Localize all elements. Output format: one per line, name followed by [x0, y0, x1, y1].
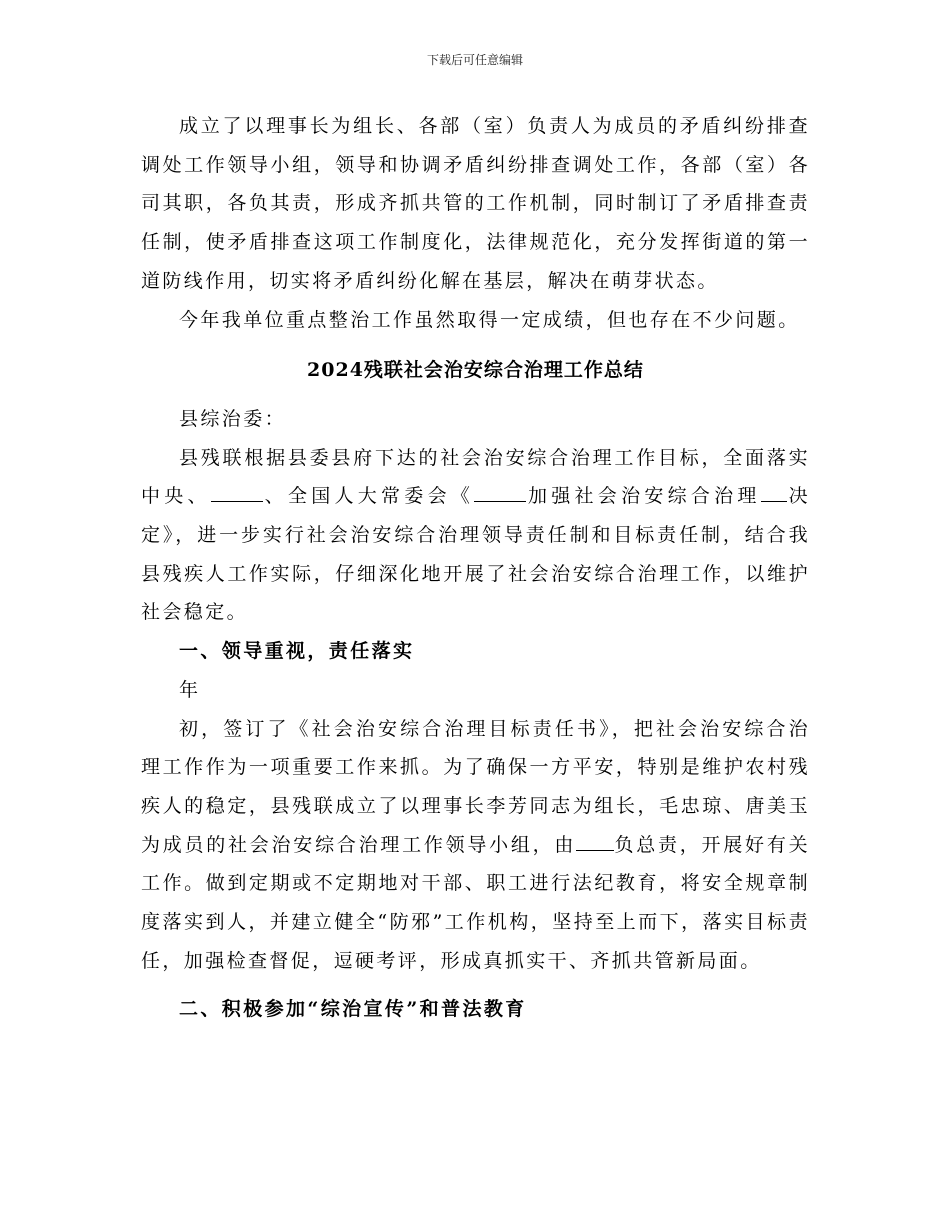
document-title: 2024残联社会治安综合治理工作总结: [307, 359, 644, 382]
paragraph-intro: [141, 439, 810, 633]
section1-body-text-2: 负总责，开展好有关工作。做到定期或不定期地对干部、职工进行法纪教育，将安全规章制度落实到人，并建立健全“防邪”工作机构，坚持至上而下，落实目标责任，加强检查督促，逗硬考评，形成真抓实干、齐抓共管新局面。: [141, 833, 810, 972]
salutation: 县综治委：: [179, 407, 287, 430]
blank-underline: [761, 481, 787, 502]
paragraph-problems-note: 今年我单位重点整治工作虽然取得一定成绩，但也存在不少问题。: [179, 308, 800, 331]
intro-text-2: 、全国人大常委会《: [262, 485, 475, 508]
blank-underline: [211, 481, 263, 502]
section-heading-1: 一、领导重视，责任落实: [179, 640, 415, 663]
blank-underline: [576, 830, 614, 851]
paragraph-section1-body: [141, 710, 810, 981]
document-body: [141, 107, 810, 1029]
intro-text-3: 加强社会治安综合治理: [526, 485, 761, 508]
section1-year-line: 年: [179, 678, 201, 701]
intro-text-1: 县残联根据县委县府下达的社会治安综合治理工作目标，全面落实中央、: [141, 446, 810, 508]
page-header: 下载后可任意编辑: [426, 53, 523, 67]
paragraph-dispute-mechanism: 成立了以理事长为组长、各部（室）负责人为成员的矛盾纠纷排查调处工作领导小组，领导和协调矛盾纠纷排查调处工作，各部（室）各司其职，各负其责，形成齐抓共管的工作机制，同时制订了矛盾排查责任制，使矛盾排查这项工作制度化，法律规范化，充分发挥街道的第一道防线作用，切实将矛盾纠纷化解在基层，解决在萌芽状态。: [141, 115, 810, 292]
blank-underline: [474, 481, 526, 502]
section-heading-2: 二、积极参加“综治宣传”和普法教育: [179, 998, 527, 1021]
section1-body-text-1: 初，签订了《社会治安综合治理目标责任书》，把社会治安综合治理工作作为一项重要工作来抓。为了确保一方平安，特别是维护农村残疾人的稳定，县残联成立了以理事长李芳同志为组长，毛忠琼、唐美玉为成员的社会治安综合治理工作领导小组，由: [141, 717, 810, 856]
intro-text-4: 决定》，进一步实行社会治安综合治理领导责任制和目标责任制，结合我县残疾人工作实际，仔细深化地开展了社会治安综合治理工作，以维护社会稳定。: [141, 485, 810, 624]
